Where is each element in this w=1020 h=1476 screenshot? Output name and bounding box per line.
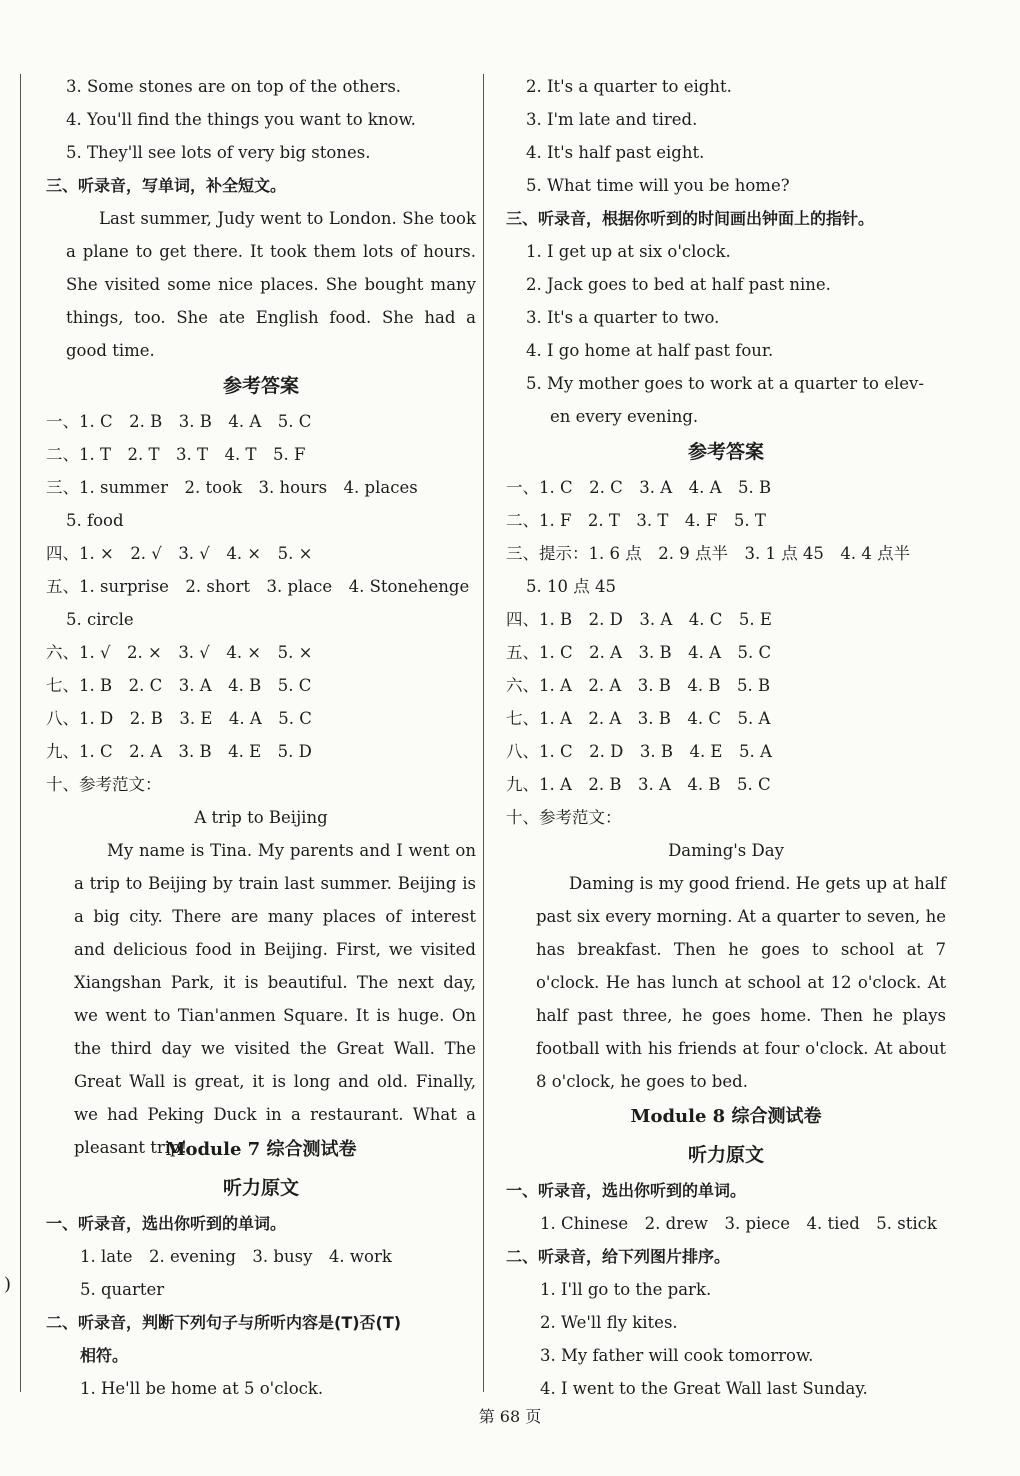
m8-section-1-item: 1. Chinese 2. drew 3. piece 4. tied 5. stick [540,1214,937,1233]
answers-title: 参考答案 [222,375,299,397]
m7-section-1-heading: 一、听录音，选出你听到的单词。 [46,1214,287,1233]
column-divider [483,74,484,1392]
answer-line: 三、1. summer 2. took 3. hours 4. places [46,478,418,497]
m8-section-2-item: 3. My father will cook tomorrow. [540,1346,814,1365]
left-item-5: 5. They'll see lots of very big stones. [66,143,371,162]
m8-section-2-item: 4. I went to the Great Wall last Sunday. [540,1379,868,1398]
page-number: 第 68 页 [478,1407,542,1426]
m7-section-2-heading-cont: 相符。 [80,1346,129,1365]
r-answers-title: 参考答案 [687,441,764,463]
left-margin-rule [20,74,21,1392]
answer-line: 七、1. B 2. C 3. A 4. B 5. C [46,676,312,695]
right-item: 4. It's half past eight. [526,143,705,162]
left-item-4: 4. You'll find the things you want to know. [66,110,416,129]
r-answer-line: 六、1. A 2. A 3. B 4. B 5. B [506,676,771,695]
m7-section-2-heading: 二、听录音，判断下列句子与所听内容是(T)否(T) [46,1313,402,1332]
answer-line: 十、参考范文： [46,775,162,794]
r-section-3-heading: 三、听录音，根据你听到的时间画出钟面上的指针。 [506,209,875,228]
right-column [506,70,946,1405]
answer-line: 5. food [66,511,124,530]
r-section-3-item: 1. I get up at six o'clock. [526,242,731,261]
m8-section-2-heading: 二、听录音，给下列图片排序。 [506,1247,731,1266]
right-item: 5. What time will you be home? [526,176,790,195]
r-answer-line: 5. 10 点 45 [526,577,616,596]
r-answer-line: 七、1. A 2. A 3. B 4. C 5. A [506,709,771,728]
answer-line: 一、1. C 2. B 3. B 4. A 5. C [46,412,312,431]
left-item-3: 3. Some stones are on top of the others. [66,77,402,96]
m8-section-2-item: 2. We'll fly kites. [540,1313,678,1332]
answer-line: 八、1. D 2. B 3. E 4. A 5. C [46,709,312,728]
essay-body: My name is Tina. My parents and I went on a trip to Beijing by train last summer. Beijing is a big city. There are many places of interest and delicious food in Beijing. First, we visited Xiangshan Park, it is beautiful. The next day, we went to Tian'anmen Square. It is huge. On the third day we visited the Great Wall. The Great Wall is great, it is long and old. Finally, we had Peking Duck in a restaurant. What a pleasant trip! [74,841,476,1157]
listening-title: 听力原文 [222,1177,299,1199]
r-listening-title: 听力原文 [687,1144,764,1166]
r-answer-line: 一、1. C 2. C 3. A 4. A 5. B [506,478,772,497]
r-answer-line: 二、1. F 2. T 3. T 4. F 5. T [506,511,766,530]
m8-section-2-item: 1. I'll go to the park. [540,1280,712,1299]
right-item: 3. I'm late and tired. [526,110,698,129]
essay-title: A trip to Beijing [194,808,328,827]
r-answer-line: 十、参考范文： [506,808,622,827]
r-answer-line: 八、1. C 2. D 3. B 4. E 5. A [506,742,772,761]
module-7-title: Module 7 综合测试卷 [165,1139,357,1160]
edge-mark: ) [4,1274,12,1295]
r-section-3-item: 3. It's a quarter to two. [526,308,720,327]
r-essay-title: Daming's Day [668,841,784,860]
answer-line: 五、1. surprise 2. short 3. place 4. Stonehenge [46,577,470,596]
r-answer-line: 四、1. B 2. D 3. A 4. C 5. E [506,610,772,629]
r-essay-body: Daming is my good friend. He gets up at half past six every morning. At a quarter to seven, he has breakfast. Then he goes to school at 7 o'clock. He has lunch at school at 12 o'clock. At half past three, he goes home. Then he plays football with his friends at four o'clock. At about 8 o'clock, he goes to bed. [536,874,946,1091]
r-section-3-item: 5. My mother goes to work at a quarter to elev- [526,374,924,393]
m8-section-1-heading: 一、听录音，选出你听到的单词。 [506,1181,747,1200]
answer-line: 六、1. √ 2. × 3. √ 4. × 5. × [46,643,313,662]
r-section-3-item: 4. I go home at half past four. [526,341,774,360]
right-item: 2. It's a quarter to eight. [526,77,732,96]
answer-line: 四、1. × 2. √ 3. √ 4. × 5. × [46,544,313,563]
answer-line: 九、1. C 2. A 3. B 4. E 5. D [46,742,312,761]
r-answer-line: 三、提示：1. 6 点 2. 9 点半 3. 1 点 45 4. 4 点半 [506,544,911,563]
module-8-title: Module 8 综合测试卷 [630,1106,822,1127]
m7-section-1-item: 1. late 2. evening 3. busy 4. work [80,1247,392,1266]
section-3-passage: Last summer, Judy went to London. She took a plane to get there. It took them lots of hours. She visited some nice places. She bought many things, too. She ate English food. She had a good time. [66,209,476,360]
r-answer-line: 九、1. A 2. B 3. A 4. B 5. C [506,775,771,794]
answer-line: 二、1. T 2. T 3. T 4. T 5. F [46,445,306,464]
r-section-3-item: 2. Jack goes to bed at half past nine. [526,275,831,294]
left-column [46,70,476,1405]
r-answer-line: 五、1. C 2. A 3. B 4. A 5. C [506,643,772,662]
r-section-3-item-cont: en every evening. [550,407,699,426]
m7-section-1-item: 5. quarter [80,1280,165,1299]
section-3-heading: 三、听录音，写单词，补全短文。 [46,176,287,195]
answer-line: 5. circle [66,610,134,629]
m7-section-2-item: 1. He'll be home at 5 o'clock. [80,1379,324,1398]
